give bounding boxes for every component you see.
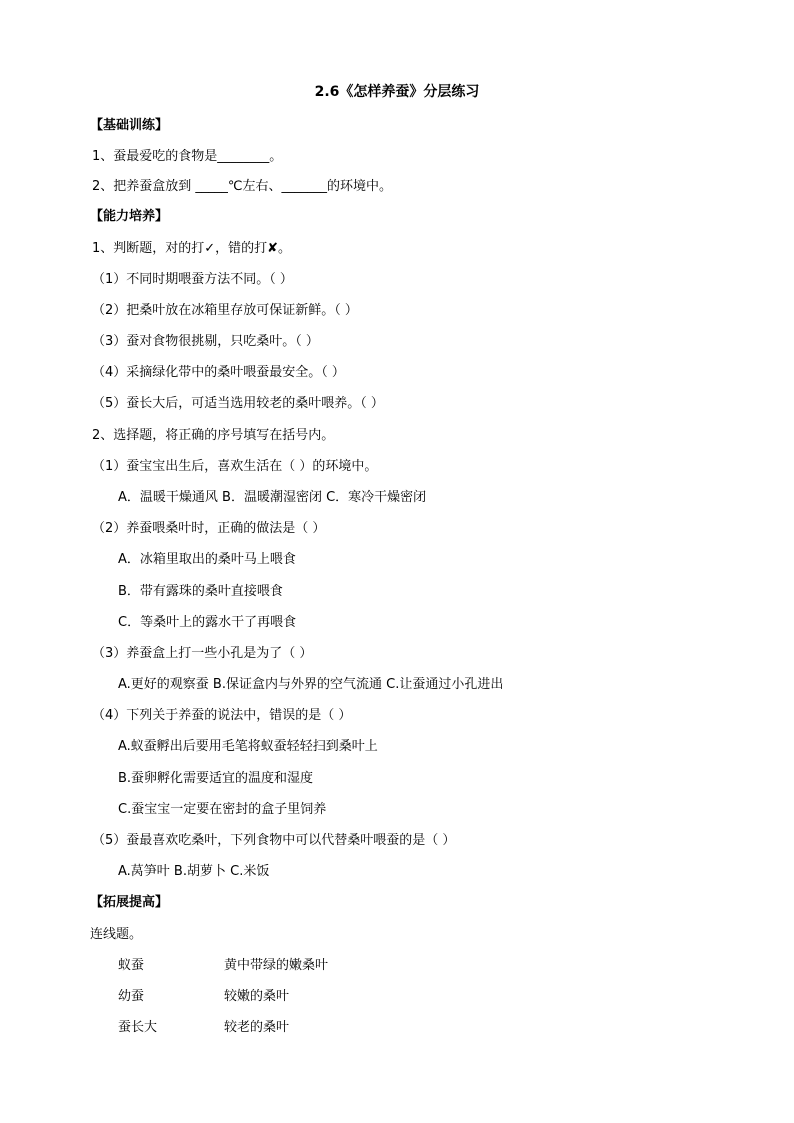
choice-question-1-options: A．温暖干燥通风 B．温暖潮湿密闭 C．寒冷干燥密闭 [118,490,427,505]
choice-question-2-option-a: A．冰箱里取出的桑叶马上喂食 [118,552,296,567]
match-left-item-3: 蚕长大 [118,1020,158,1035]
choice-heading: 2、选择题，将正确的序号填写在括号内。 [92,428,335,443]
judge-item-4: （4）采摘绿化带中的桑叶喂蚕最安全。（ ） [92,365,345,380]
judge-item-5: （5）蚕长大后，可适当选用较老的桑叶喂养。（ ） [92,396,384,411]
choice-question-2-option-b: B．带有露珠的桑叶直接喂食 [118,584,283,599]
match-left-item-1: 蚁蚕 [118,958,145,973]
judge-item-2: （2）把桑叶放在冰箱里存放可保证新鲜。（ ） [92,303,358,318]
judge-heading: 1、判断题，对的打✓，错的打✘。 [92,241,292,256]
section-basic: 【基础训练】 [90,118,169,133]
match-right-item-3: 较老的桑叶 [224,1020,290,1035]
choice-question-2-option-c: C．等桑叶上的露水干了再喂食 [118,615,297,630]
choice-question-5: （5）蚕最喜欢吃桑叶，下列食物中可以代替桑叶喂蚕的是（ ） [92,833,456,848]
match-right-item-2: 较嫩的桑叶 [224,989,290,1004]
choice-question-4: （4）下列关于养蚕的说法中，错误的是（ ） [92,708,352,723]
choice-question-2: （2）养蚕喂桑叶时，正确的做法是（ ） [92,521,326,536]
section-ability: 【能力培养】 [90,209,169,224]
choice-question-4-option-c: C.蚕宝宝一定要在密封的盒子里饲养 [118,802,327,817]
judge-item-3: （3）蚕对食物很挑剔，只吃桑叶。（ ） [92,334,319,349]
choice-question-4-option-a: A.蚁蚕孵出后要用毛笔将蚁蚕轻轻扫到桑叶上 [118,739,378,754]
choice-question-3-options: A.更好的观察蚕 B.保证盒内与外界的空气流通 C.让蚕通过小孔进出 [118,677,504,692]
match-left-item-2: 幼蚕 [118,989,145,1004]
basic-question-1: 1、蚕最爱吃的食物是________。 [92,149,283,164]
judge-item-1: （1）不同时期喂蚕方法不同。（ ） [92,272,293,287]
choice-question-4-option-b: B.蚕卵孵化需要适宜的温度和湿度 [118,771,314,786]
page-title: 2.6《怎样养蚕》分层练习 [314,84,480,100]
match-right-item-1: 黄中带绿的嫩桑叶 [224,958,329,973]
match-heading: 连线题。 [90,927,143,942]
section-extend: 【拓展提高】 [90,895,169,910]
basic-question-2: 2、把养蚕盒放到 _____℃左右、_______的环境中。 [92,179,393,194]
choice-question-5-options: A.莴笋叶 B.胡萝卜 C.米饭 [118,864,270,879]
choice-question-1: （1）蚕宝宝出生后，喜欢生活在（ ）的环境中。 [92,459,378,474]
choice-question-3: （3）养蚕盒上打一些小孔是为了（ ） [92,646,313,661]
